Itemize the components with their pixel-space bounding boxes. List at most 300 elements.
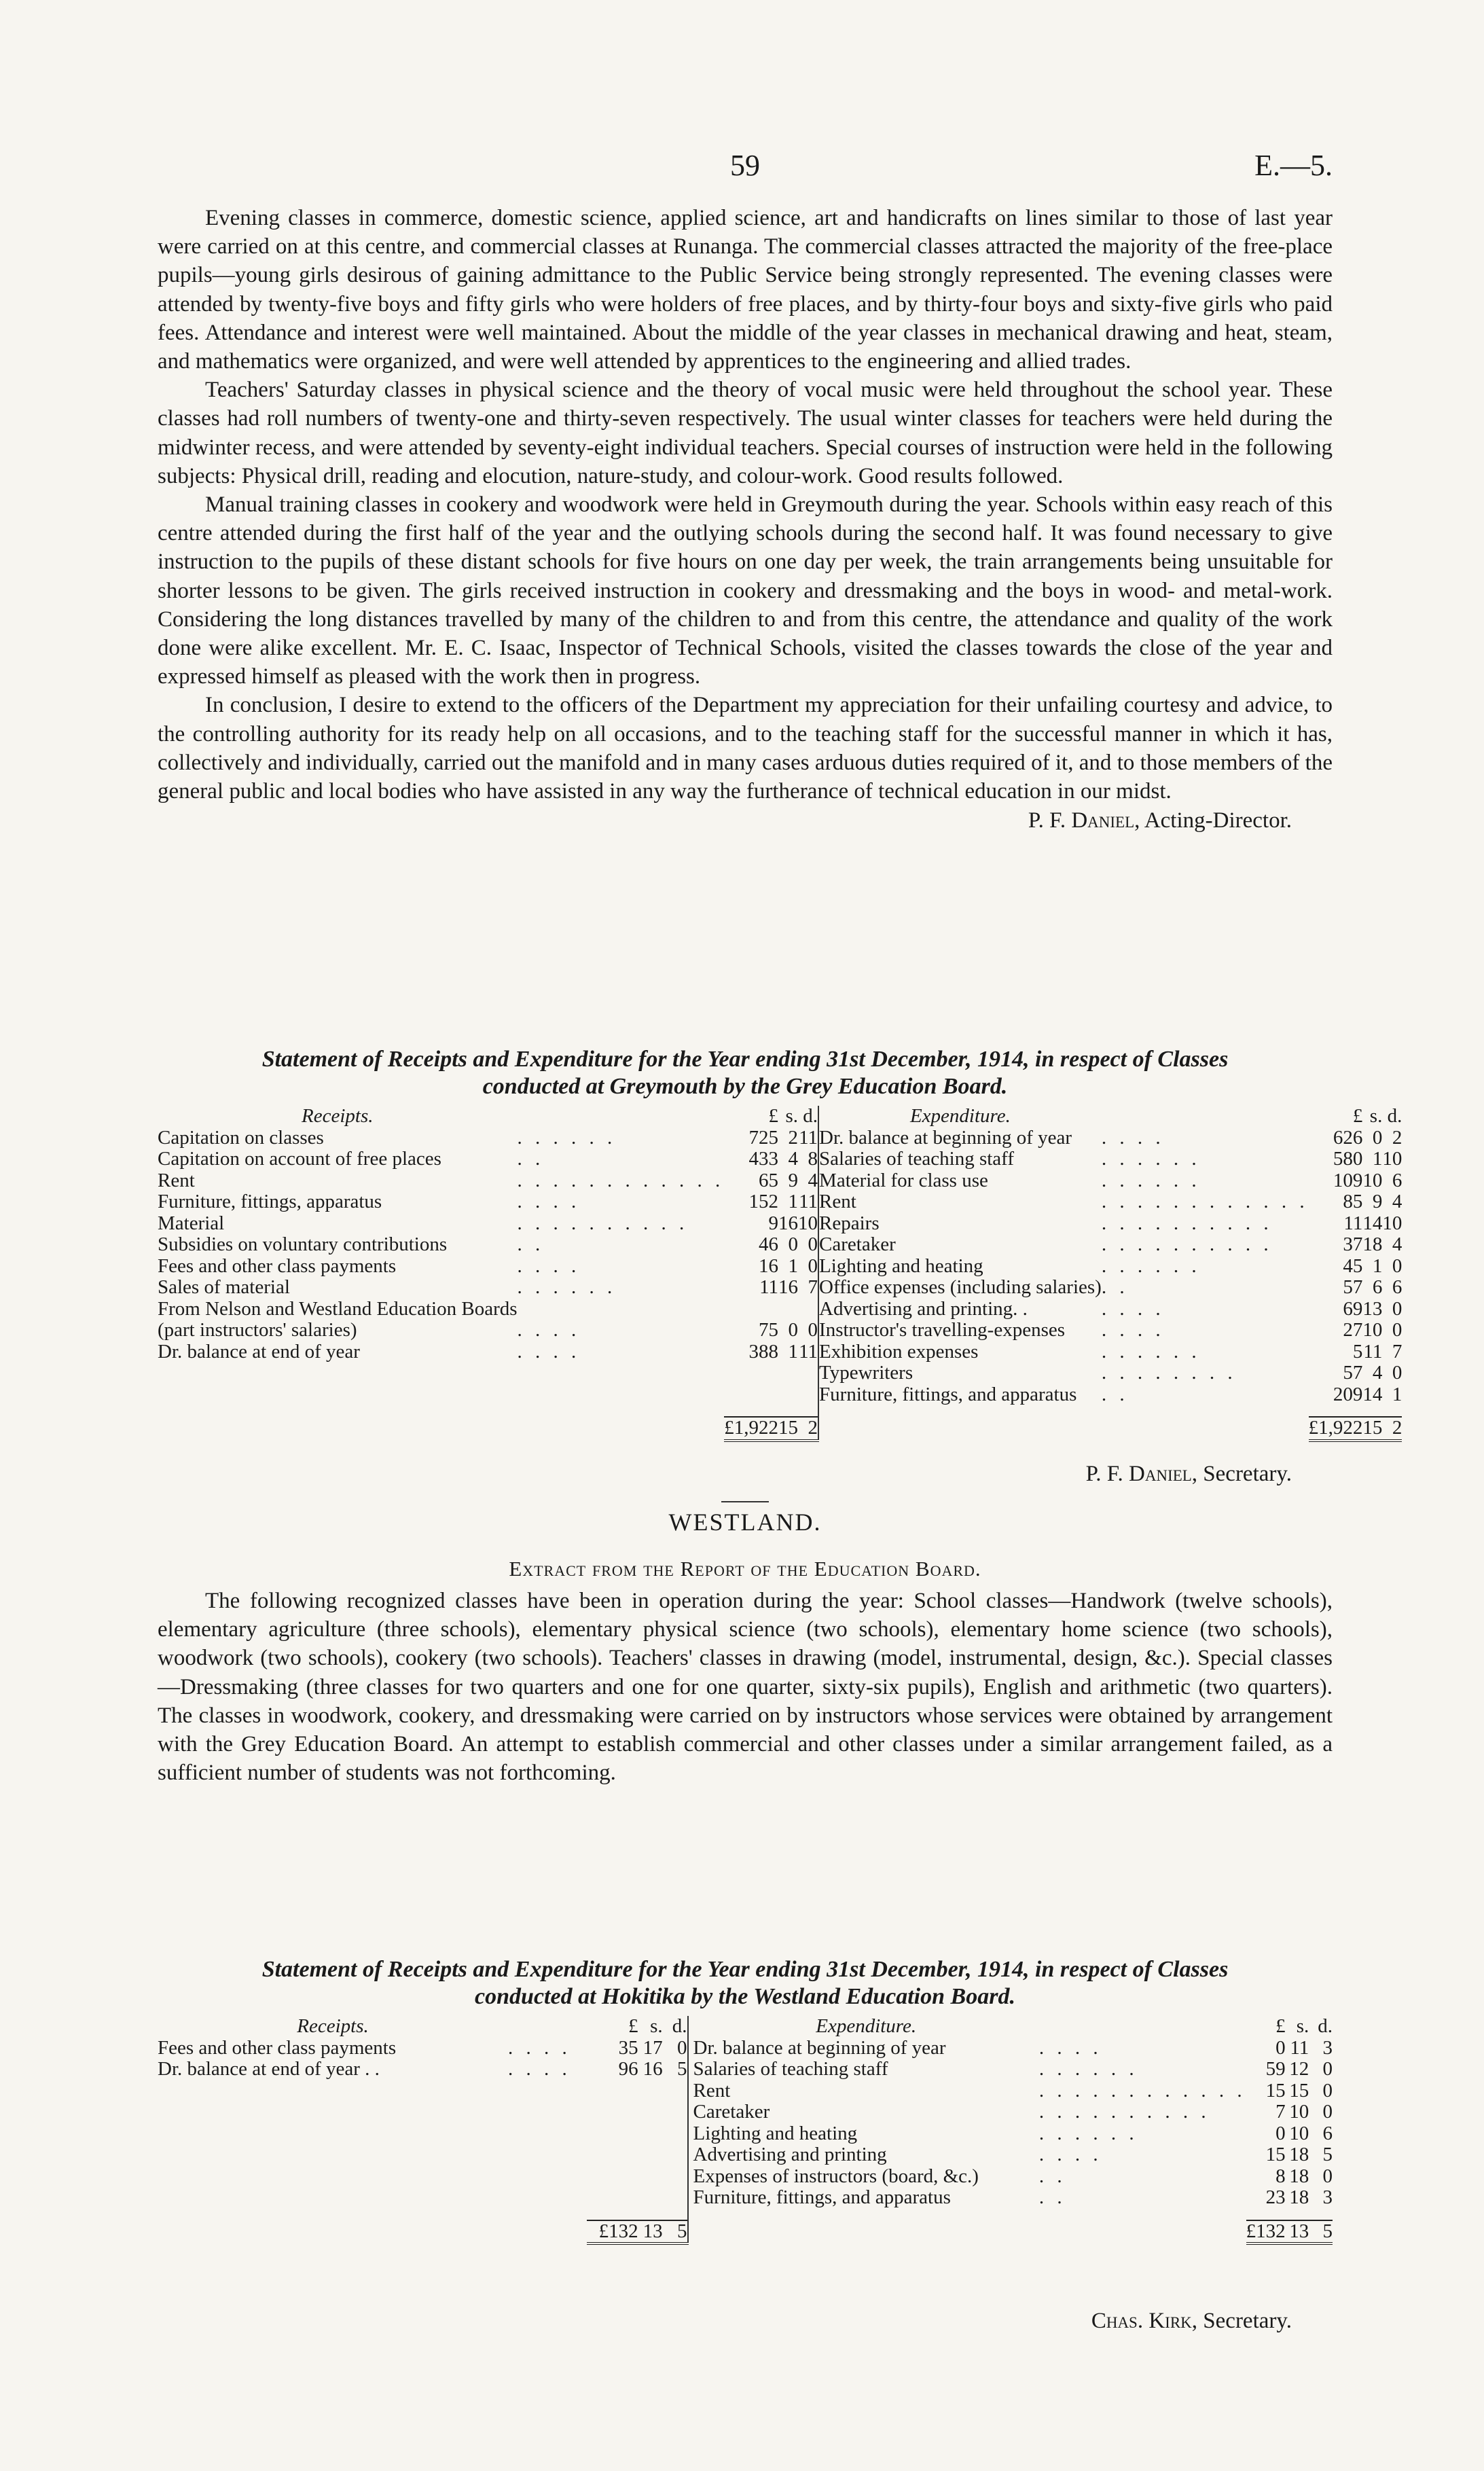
receipt-shillings: 1 — [788, 1255, 799, 1277]
expenditure-shillings: 11 — [1290, 2036, 1309, 2059]
signatory-title: , Secretary. — [1191, 1462, 1292, 1486]
expenditure-item: Material for class use — [819, 1169, 988, 1191]
receipts-total-pounds: £1,922 — [724, 1417, 778, 1441]
receipt-item: Sales of material — [158, 1276, 290, 1298]
expenditure-total-pence: 2 — [1382, 1417, 1402, 1441]
expenditure-total-pounds: £1,922 — [1309, 1417, 1363, 1441]
receipt-pounds: 65 — [759, 1169, 779, 1191]
expenditure-pounds: 27 — [1343, 1319, 1363, 1341]
receipt-pence: 0 — [808, 1255, 818, 1277]
receipt-item: Capitation on classes — [158, 1126, 324, 1149]
expenditure-shillings: 11 — [1363, 1340, 1383, 1363]
ledger-row — [158, 1320, 1402, 1341]
expenditure-item: Lighting and heating — [819, 1255, 983, 1277]
receipt-shillings: 16 — [643, 2058, 663, 2080]
expenditure-item: Office expenses (including salaries) — [819, 1276, 1102, 1298]
spacer — [798, 1405, 818, 1417]
receipt-item — [158, 2144, 508, 2166]
receipt-shillings: 1 — [788, 1191, 799, 1212]
expenditure-pounds: 23 — [1265, 2186, 1286, 2208]
leader-dots: . . — [517, 1233, 545, 1255]
expenditure-shillings: 12 — [1289, 2058, 1309, 2080]
spacer — [1039, 2209, 1246, 2220]
expenditure-total-shillings: 13 — [1286, 2220, 1309, 2244]
leader-dots: . . . . . . . . — [1101, 1362, 1237, 1384]
receipt-shillings — [638, 2080, 663, 2102]
spacer — [1309, 1405, 1363, 1417]
receipt-pounds: 433 — [748, 1148, 779, 1170]
col-pound: £ — [768, 1105, 779, 1127]
expenditure-shillings: 10 — [1289, 2101, 1309, 2123]
expenditure-pence: 3 — [1322, 2036, 1333, 2059]
receipt-item: Furniture, fittings, apparatus — [158, 1191, 382, 1212]
expenditure-pounds: 7 — [1275, 2101, 1286, 2123]
ledger-row — [158, 2144, 1333, 2166]
expenditure-item: Instructor's travelling-expenses — [819, 1319, 1066, 1341]
expenditure-shillings: 1 — [1372, 1255, 1383, 1277]
hokitika-signature-block — [158, 2306, 1333, 2334]
receipt-pounds: 152 — [748, 1191, 779, 1212]
expenditure-pounds: 85 — [1343, 1191, 1363, 1212]
expenditure-pounds: 59 — [1265, 2058, 1286, 2080]
receipt-pounds: 11 — [759, 1276, 779, 1298]
expenditure-pence: 4 — [1392, 1233, 1402, 1255]
col-pence: d. — [1318, 2015, 1333, 2037]
expenditure-shillings: 18 — [1289, 2165, 1309, 2187]
ledger-row — [158, 1341, 1402, 1363]
spacer — [518, 1106, 725, 1128]
col-shillings: s. — [1369, 1105, 1383, 1127]
receipt-pounds: 46 — [759, 1233, 779, 1255]
expenditure-item: Typewriters — [819, 1362, 913, 1384]
expenditure-pounds: 109 — [1333, 1169, 1363, 1191]
receipt-pence: 0 — [677, 2036, 687, 2059]
leader-dots: . . . . — [517, 1340, 581, 1363]
spacer-row — [158, 1405, 1402, 1417]
receipt-pence — [798, 1299, 818, 1320]
ledger-row — [158, 2080, 1333, 2102]
leader-dots — [508, 2144, 587, 2166]
ledger-row — [158, 2059, 1333, 2080]
leader-dots — [508, 2102, 587, 2123]
spacer — [724, 1405, 778, 1417]
paragraph-saturday-classes: Teachers' Saturday classes in physical science and the theory of vocal music were held throughout the school year. These classes had roll numbers of twenty-one and thirty-seven respectively. The usual winter classes for teachers were held during the midwinter recess, and were attended by seventy-eight individual teachers. Special courses of instruction were held in the following subjects: Physical drill, reading and elocution, nature-study, and colour-work. Good results followed. — [158, 378, 1333, 488]
spacer — [1039, 2016, 1246, 2038]
leader-dots: . . . . — [1101, 1297, 1165, 1320]
receipt-item: Fees and other class payments — [158, 1255, 397, 1277]
leader-dots: . . . . . . — [517, 1126, 617, 1149]
leader-dots — [508, 2080, 587, 2102]
ledger-row — [158, 2123, 1333, 2145]
receipt-pounds: 725 — [748, 1126, 779, 1149]
receipts-total-pounds: £132 — [587, 2220, 638, 2244]
leader-dots: . . — [1038, 2165, 1066, 2187]
expenditure-label: Expenditure. — [909, 1105, 1011, 1127]
expenditure-pence: 6 — [1392, 1276, 1402, 1298]
leader-dots: . . . . . . . . . . . . — [1101, 1191, 1309, 1212]
receipt-shillings — [778, 1384, 798, 1406]
receipt-item: Rent — [158, 1169, 195, 1191]
receipt-pence: 5 — [677, 2058, 687, 2080]
receipt-shillings — [638, 2102, 663, 2123]
receipt-shillings: 9 — [788, 1169, 799, 1191]
spacer — [819, 1405, 1102, 1417]
leader-dots: . . . . . . . . . . . . — [517, 1169, 725, 1191]
ledger-row — [158, 1363, 1402, 1384]
statement-title-line1: Statement of Receipts and Expenditure for the Year ending 31st December, 1914, in respect of Classes — [261, 1957, 1229, 1982]
expenditure-pounds: 15 — [1265, 2079, 1286, 2102]
expenditure-label: Expenditure. — [816, 2015, 917, 2037]
expenditure-pence: 6 — [1392, 1169, 1402, 1191]
spacer — [819, 1417, 1102, 1441]
col-pound: £ — [628, 2015, 638, 2037]
spacer — [158, 2220, 508, 2244]
receipts-label: Receipts. — [297, 2015, 369, 2037]
receipt-shillings — [778, 1299, 798, 1320]
receipt-item — [158, 2187, 508, 2209]
column-separator — [688, 2080, 693, 2102]
column-separator — [688, 2038, 693, 2059]
receipts-total-pence: 2 — [798, 1417, 818, 1441]
receipt-pounds — [587, 2102, 638, 2123]
westland-paragraph: The following recognized classes have been in operation during the year: School classes—Handwork (twelve schools), elementary agriculture (three schools), elementary physical science (two schools), elementary home science (two schools), woodwork (two schools), cookery (two schools). Teachers' classes in drawing (model, instrumental, design, &c.). Special classes—Dressmaking (three classes for two quarters and one for one quarter, sixty-six pupils), English and arithmetic (two quarters). The classes in woodwork, cookery, and dressmaking were carried on by instructors whose services were obtained by arrangement with the Grey Education Board. An attempt to establish commercial and other classes under a similar arrangement failed, as a sufficient number of students was not forthcoming. — [158, 1589, 1333, 1786]
expenditure-shillings: 10 — [1362, 1319, 1383, 1341]
expenditure-pounds: 5 — [1352, 1340, 1363, 1363]
receipt-pounds: 96 — [618, 2058, 638, 2080]
expenditure-shillings: 14 — [1362, 1383, 1383, 1405]
expenditure-item: Advertising and printing. . — [819, 1297, 1028, 1320]
signatory-name: P. F. Daniel — [1028, 808, 1135, 833]
receipt-shillings: 0 — [788, 1319, 799, 1341]
ledger-row — [158, 1234, 1402, 1256]
expenditure-shillings: 14 — [1362, 1212, 1383, 1234]
spacer — [693, 2220, 1039, 2244]
spacer — [1362, 1405, 1382, 1417]
receipts-total-shillings: 15 — [778, 1417, 798, 1441]
leader-dots — [518, 1384, 725, 1406]
signature-acting-director — [158, 808, 1292, 833]
expenditure-item: Advertising and printing — [693, 2144, 887, 2165]
receipt-shillings: 1 — [788, 1340, 799, 1363]
receipt-pounds: 16 — [759, 1255, 779, 1277]
receipt-item: From Nelson and Westland Education Boards — [158, 1297, 518, 1320]
leader-dots: . . . . . . . . . . . . — [1038, 2079, 1246, 2102]
spacer — [638, 2209, 663, 2220]
spacer-row — [158, 2209, 1333, 2220]
paragraph-manual-training: Manual training classes in cookery and woodwork were held in Greymouth during the year. Schools within easy reach of this centre attended during the first half of the year and the outlying schools during the second half. It was found necessary to give instruction to the pupils of these distant schools for five hours on one day per week, the train arrangements being unsuitable for shorter lessons to be given. The girls received instruction in cookery and dressmaking and the boys in wood- and metal-work. Considering the long distances travelled by many of the children to and from this centre, the attendance and quality of the work done were alike excellent. Mr. E. C. Isaac, Inspector of Technical Schools, visited the classes towards the close of the year and expressed himself as pleased with the work then in progress. — [158, 492, 1333, 689]
ledger-row — [158, 1170, 1402, 1192]
spacer — [1246, 2209, 1286, 2220]
spacer — [508, 2220, 587, 2244]
expenditure-pence: 2 — [1392, 1126, 1402, 1149]
expenditure-shillings: 4 — [1372, 1362, 1383, 1384]
leader-dots — [508, 2187, 587, 2209]
expenditure-item: Repairs — [819, 1212, 880, 1234]
spacer — [1102, 1405, 1309, 1417]
paragraph-evening-classes: Evening classes in commerce, domestic science, applied science, art and handicrafts on lines similar to those of last year were carried on at this centre, and commercial classes at Runanga. The commercial classes attracted the majority of the free-place pupils—young girls desirous of gaining admittance to the Public Service being strongly represented. The evening classes were attended by twenty-five boys and fifty girls who were holders of free places, and by thirty-four boys and sixty-five girls who paid fees. Attendance and interest were well maintained. About the middle of the year classes in mechanical drawing and heat, steam, and mathematics were organized, and were well attended by apprentices to the engineering and allied trades. — [158, 206, 1333, 374]
receipt-pence: 7 — [808, 1276, 818, 1298]
receipt-item: Dr. balance at end of year . . — [158, 2058, 380, 2080]
receipt-item: Fees and other class payments — [158, 2036, 397, 2059]
expenditure-pounds: 37 — [1343, 1233, 1363, 1255]
receipt-shillings: 17 — [643, 2036, 663, 2059]
receipt-pounds — [587, 2187, 638, 2209]
westland-subheading: Extract from the Report of the Education Board. — [509, 1557, 981, 1581]
receipt-pounds — [724, 1384, 778, 1406]
receipt-pence: 11 — [799, 1340, 818, 1363]
signatory-title: , Secretary. — [1191, 2309, 1292, 2333]
totals-row — [158, 2220, 1333, 2244]
receipt-pence: 0 — [808, 1319, 818, 1341]
receipt-shillings: 0 — [788, 1233, 799, 1255]
ledger-row — [158, 1213, 1402, 1235]
col-pence: d. — [1387, 1105, 1402, 1127]
ledger-row — [158, 1299, 1402, 1320]
expenditure-pounds: 209 — [1333, 1383, 1363, 1405]
spacer — [158, 1405, 518, 1417]
expenditure-pence: 0 — [1392, 1255, 1402, 1277]
section-divider — [721, 1501, 769, 1502]
spacer — [1102, 1106, 1309, 1128]
receipt-shillings: 4 — [788, 1148, 799, 1170]
leader-dots — [518, 1299, 725, 1320]
expenditure-pounds: 11 — [1343, 1212, 1363, 1234]
receipt-pence: 4 — [808, 1169, 818, 1191]
receipt-item — [158, 2166, 508, 2188]
receipt-pence: 11 — [799, 1126, 818, 1149]
greymouth-statement — [158, 1046, 1402, 1442]
spacer — [693, 2209, 1039, 2220]
ledger-row — [158, 2038, 1333, 2059]
totals-row — [158, 1417, 1402, 1441]
leader-dots: . . . . . . . . . . — [517, 1212, 689, 1234]
expenditure-pounds: 69 — [1343, 1297, 1363, 1320]
leader-dots: . . . . . . — [1101, 1255, 1201, 1277]
column-separator — [688, 2220, 693, 2244]
spacer — [663, 2209, 688, 2220]
column-separator — [688, 2123, 693, 2145]
signature-secretary — [158, 1462, 1292, 1487]
expenditure-item: Lighting and heating — [693, 2122, 858, 2144]
ledger-row — [158, 1256, 1402, 1278]
receipt-pence — [663, 2144, 688, 2166]
leader-dots: . . . . . . — [1101, 1148, 1201, 1170]
expenditure-pounds: 45 — [1343, 1255, 1363, 1277]
receipt-shillings — [638, 2187, 663, 2209]
expenditure-shillings: 18 — [1289, 2186, 1309, 2208]
col-shillings: s. — [650, 2015, 663, 2037]
receipt-item — [158, 2102, 508, 2123]
receipt-pounds — [587, 2080, 638, 2102]
spacer — [158, 2209, 508, 2220]
expenditure-pence: 3 — [1322, 2186, 1333, 2208]
leader-dots: . . . . . . — [1101, 1169, 1201, 1191]
expenditure-shillings: 18 — [1362, 1233, 1383, 1255]
receipts-total-shillings: 13 — [638, 2220, 663, 2244]
receipt-item — [158, 2080, 508, 2102]
spacer — [1382, 1405, 1402, 1417]
expenditure-pence: 10 — [1382, 1212, 1402, 1234]
signatory-name: P. F. Daniel — [1085, 1462, 1192, 1486]
receipt-shillings — [638, 2166, 663, 2188]
column-separator — [688, 2187, 693, 2209]
spacer — [778, 1405, 798, 1417]
receipt-item — [158, 2123, 508, 2145]
document-page — [158, 0, 1402, 2471]
receipt-item: Subsidies on voluntary contributions — [158, 1233, 448, 1255]
expenditure-item: Furniture, fittings, and apparatus — [819, 1383, 1077, 1405]
expenditure-pence: 0 — [1392, 1319, 1402, 1341]
leader-dots: . . . . . . — [517, 1276, 617, 1298]
receipts-label: Receipts. — [302, 1105, 374, 1127]
ledger-row — [158, 1128, 1402, 1149]
westland-section — [158, 1501, 1333, 1787]
expenditure-shillings: 1 — [1372, 1148, 1383, 1170]
expenditure-pounds: 0 — [1275, 2122, 1286, 2144]
receipt-pounds — [587, 2166, 638, 2188]
spacer — [508, 2209, 587, 2220]
spacer — [1102, 1417, 1309, 1441]
page-number: 59 — [730, 149, 760, 182]
expenditure-pounds: 626 — [1333, 1126, 1363, 1149]
receipt-pence — [798, 1384, 818, 1406]
leader-dots: . . . . . . — [1101, 1340, 1201, 1363]
expenditure-pounds: 57 — [1343, 1362, 1363, 1384]
expenditure-pounds: 57 — [1343, 1276, 1363, 1298]
spacer — [587, 2209, 638, 2220]
signatory-name: Chas. Kirk — [1091, 2309, 1192, 2333]
expenditure-item: Expenses of instructors (board, &c.) — [693, 2165, 979, 2187]
expenditure-item: Rent — [693, 2079, 731, 2102]
leader-dots: . . . . . . . . . . — [1101, 1212, 1273, 1234]
col-pence: d. — [803, 1105, 818, 1127]
expenditure-pence: 5 — [1322, 2144, 1333, 2165]
paragraph-conclusion: In conclusion, I desire to extend to the officers of the Department my appreciation for their unfailing courtesy and advice, to the controlling authority for its ready help on all occasions, and to the teaching staff for the successful manner in which it has, collectively and individually, carried out the manifold and in many cases arduous duties required of it, and to those members of the general public and local bodies who have assisted in any way the furtherance of technical education in our midst. — [158, 693, 1333, 804]
receipt-item: Capitation on account of free places — [158, 1148, 441, 1170]
receipt-pounds — [587, 2144, 638, 2166]
ledger-row — [158, 1191, 1402, 1213]
column-separator — [688, 2016, 693, 2038]
signatory-title: , Acting-Director. — [1134, 808, 1292, 833]
leader-dots — [508, 2123, 587, 2145]
leader-dots: . . . . — [507, 2058, 571, 2080]
statement-title-line1: Statement of Receipts and Expenditure for the Year ending 31st December, 1914, in respect of Classes — [261, 1047, 1229, 1072]
receipt-pence: 11 — [799, 1191, 818, 1212]
receipt-item: (part instructors' salaries) — [158, 1319, 357, 1341]
greymouth-signature-block — [158, 1459, 1333, 1487]
receipt-pence: 0 — [808, 1233, 818, 1255]
expenditure-pence: 7 — [1392, 1340, 1402, 1363]
receipt-pence — [798, 1363, 818, 1384]
expenditure-item: Dr. balance at beginning of year — [693, 2036, 946, 2059]
leader-dots: . . . . . . — [1038, 2058, 1138, 2080]
leader-dots: . . . . — [1101, 1319, 1165, 1341]
leader-dots: . . . . — [507, 2036, 571, 2059]
receipt-shillings — [638, 2144, 663, 2166]
expenditure-pence: 6 — [1322, 2122, 1333, 2144]
receipt-item — [158, 1384, 518, 1406]
expenditure-pence: 10 — [1382, 1148, 1402, 1170]
receipt-item: Material — [158, 1212, 225, 1234]
ledger-row — [158, 2187, 1333, 2209]
column-header-row — [158, 1106, 1402, 1128]
expenditure-item: Caretaker — [693, 2101, 770, 2123]
expenditure-item: Rent — [819, 1191, 856, 1212]
receipts-total-pence: 5 — [663, 2220, 688, 2244]
leader-dots: . . . . — [517, 1319, 581, 1341]
receipt-pounds — [724, 1363, 778, 1384]
leader-dots: . . — [1101, 1383, 1129, 1405]
spacer — [1309, 2209, 1333, 2220]
expenditure-shillings: 13 — [1362, 1297, 1383, 1320]
receipt-item: Dr. balance at end of year — [158, 1340, 360, 1363]
receipt-shillings: 16 — [778, 1276, 799, 1298]
leader-dots — [518, 1363, 725, 1384]
signature-westland-secretary — [158, 2309, 1292, 2334]
expenditure-shillings: 9 — [1372, 1191, 1383, 1212]
receipt-pence: 10 — [798, 1212, 818, 1234]
expenditure-item: Dr. balance at beginning of year — [819, 1126, 1072, 1149]
expenditure-pence: 1 — [1392, 1383, 1402, 1405]
leader-dots: . . . . . . . . . . — [1038, 2101, 1210, 2123]
hokitika-statement — [158, 1956, 1333, 2245]
hokitika-accounts-table — [158, 2016, 1333, 2245]
receipt-pounds: 9 — [768, 1212, 779, 1234]
column-separator — [688, 2102, 693, 2123]
col-shillings: s. — [1296, 2015, 1309, 2037]
receipt-pence — [663, 2102, 688, 2123]
leader-dots: . . . . — [1038, 2144, 1102, 2165]
column-separator — [688, 2059, 693, 2080]
expenditure-total-shillings: 15 — [1362, 1417, 1382, 1441]
expenditure-shillings: 10 — [1289, 2122, 1309, 2144]
col-pound: £ — [1275, 2015, 1286, 2037]
receipt-pence — [663, 2187, 688, 2209]
expenditure-pounds: 0 — [1275, 2036, 1286, 2059]
expenditure-pence: 0 — [1322, 2165, 1333, 2187]
receipt-shillings — [638, 2123, 663, 2145]
ledger-row — [158, 1277, 1402, 1299]
westland-heading: WESTLAND. — [668, 1509, 822, 1536]
expenditure-shillings: 18 — [1289, 2144, 1309, 2165]
expenditure-shillings: 10 — [1362, 1169, 1383, 1191]
expenditure-shillings: 0 — [1372, 1126, 1383, 1149]
spacer — [688, 2209, 693, 2220]
receipt-pence — [663, 2080, 688, 2102]
column-separator — [688, 2166, 693, 2188]
expenditure-shillings: 15 — [1289, 2079, 1309, 2102]
ledger-row — [158, 2102, 1333, 2123]
greymouth-accounts-table — [158, 1106, 1402, 1442]
receipt-pounds — [724, 1299, 778, 1320]
spacer — [1039, 2220, 1246, 2244]
expenditure-pounds: 8 — [1275, 2165, 1286, 2187]
statement-title-line2: conducted at Greymouth by the Grey Education Board. — [482, 1074, 1008, 1099]
leader-dots: . . — [517, 1148, 545, 1170]
receipt-pence — [663, 2123, 688, 2145]
document-reference: E.—5. — [1254, 149, 1333, 182]
spacer — [1286, 2209, 1309, 2220]
expenditure-pence: 0 — [1322, 2058, 1333, 2080]
leader-dots — [508, 2166, 587, 2188]
receipt-pounds: 388 — [748, 1340, 779, 1363]
expenditure-pence: 0 — [1392, 1297, 1402, 1320]
ledger-row — [158, 2166, 1333, 2188]
receipt-pounds — [587, 2123, 638, 2145]
expenditure-pounds: 580 — [1333, 1148, 1363, 1170]
col-shillings: s. — [785, 1105, 799, 1127]
statement-title-line2: conducted at Hokitika by the Westland Education Board. — [475, 1984, 1015, 2009]
